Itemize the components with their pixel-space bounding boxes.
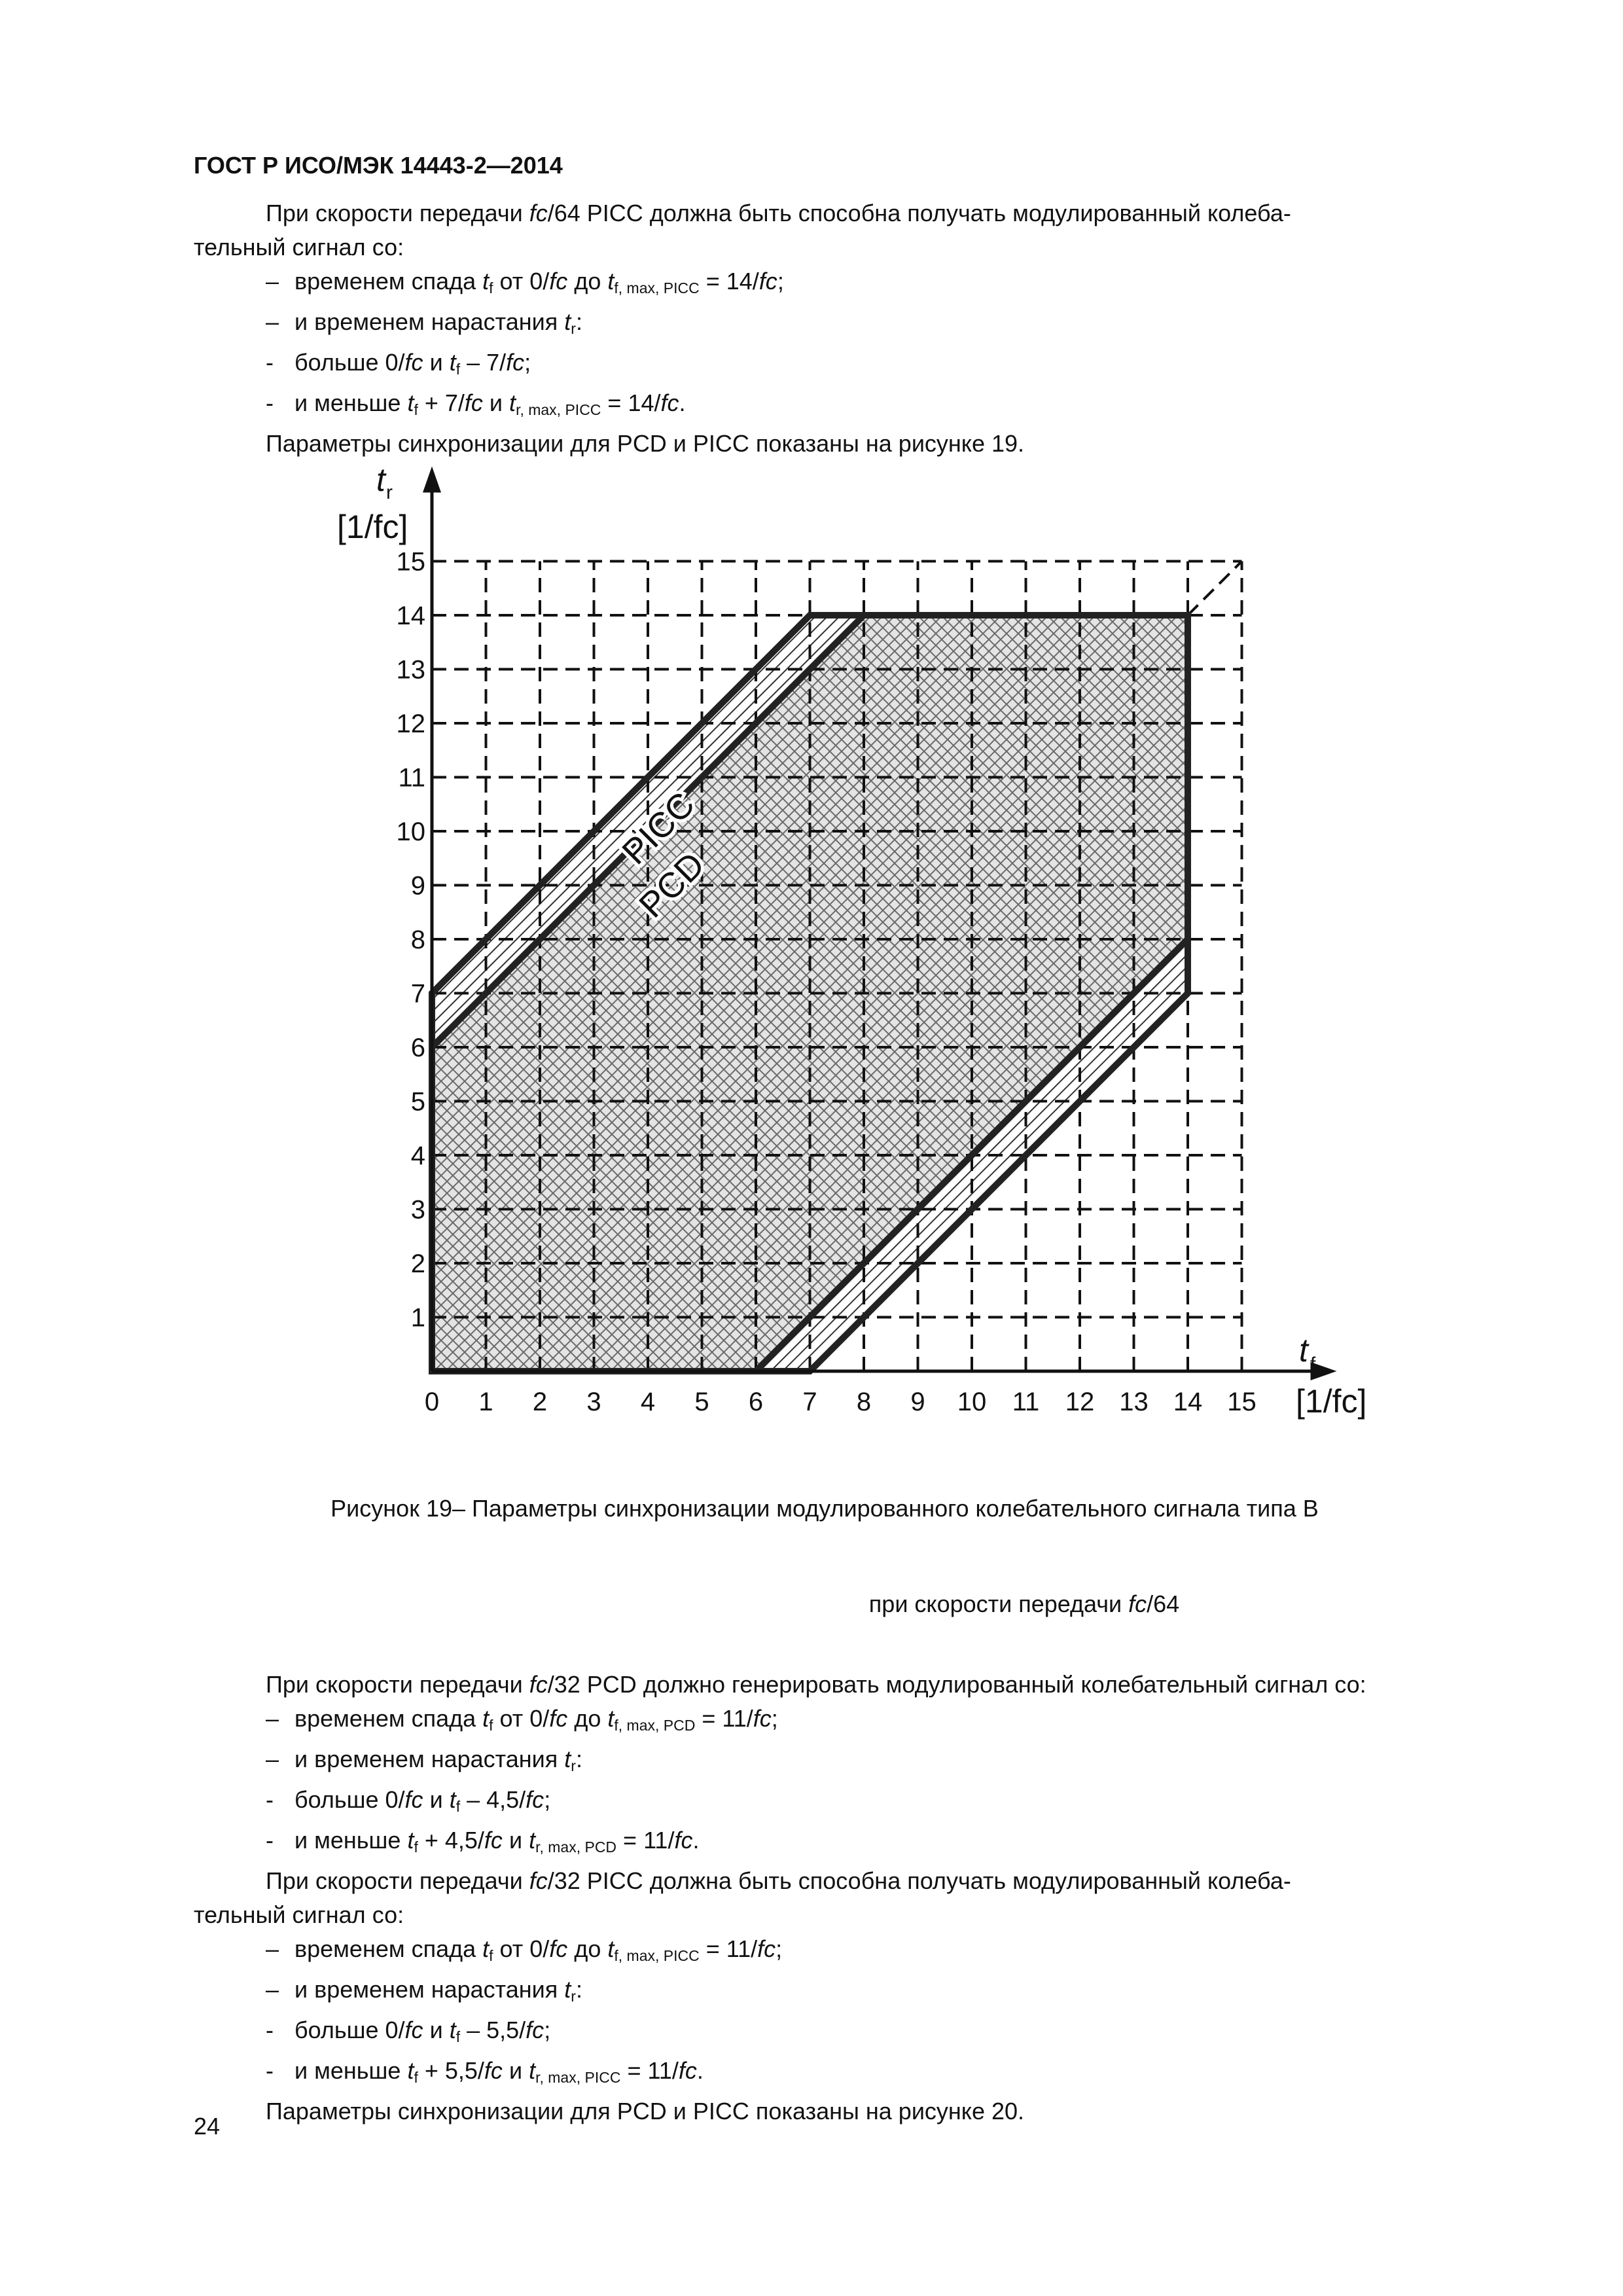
fc-symbol: fc — [464, 389, 483, 416]
subscript: r, max, PICC — [535, 2069, 621, 2086]
x-tick-label: 6 — [748, 1388, 764, 1416]
x-tick-label: 2 — [532, 1388, 548, 1416]
bullet: – — [266, 268, 279, 295]
paragraph-line — [194, 196, 1522, 230]
x-tick-label: 3 — [586, 1388, 601, 1416]
figure-caption-line2 — [0, 1590, 1623, 1618]
bullet: - — [266, 2057, 274, 2084]
x-tick-label: 5 — [694, 1388, 709, 1416]
y-tick-label: 5 — [410, 1087, 425, 1117]
figure-reference: Параметры синхронизации для PCD и PICC показаны на рисунке 19. — [266, 430, 1025, 457]
text: больше 0/ — [294, 1786, 405, 1813]
text-fragment — [266, 196, 1291, 230]
text: . — [696, 2057, 704, 2084]
subscript: r — [571, 1988, 576, 2005]
pcd-label: PCD — [632, 844, 713, 925]
paragraph-line: тельный сигнал со: — [194, 1901, 404, 1928]
bullet: - — [266, 1786, 274, 1813]
y-axis-subscript: r — [386, 482, 393, 503]
text: от 0/ — [493, 268, 550, 295]
symbol: t — [607, 1935, 615, 1962]
diagonal-dashed-line — [1188, 562, 1242, 616]
text: временем спада — [294, 268, 483, 295]
y-tick-label: 2 — [410, 1249, 425, 1278]
fc-symbol: fc — [526, 2017, 544, 2043]
text: и меньше — [294, 1827, 408, 1854]
y-tick-label: 7 — [410, 979, 425, 1009]
list-item — [194, 1823, 1522, 1864]
list-item — [194, 305, 1522, 346]
text: При скорости передачи — [266, 200, 529, 226]
fc-symbol: fc — [529, 1671, 548, 1698]
text: больше 0/ — [294, 349, 405, 376]
symbol: t — [449, 2017, 456, 2043]
text: /64 — [1147, 1590, 1180, 1617]
page-number: 24 — [194, 2113, 221, 2140]
bullet: – — [266, 1935, 279, 1962]
fc-symbol: fc — [404, 2017, 423, 2043]
bullet: - — [266, 1827, 274, 1854]
text: и — [502, 2057, 529, 2084]
y-axis-symbol: t — [376, 461, 385, 498]
text: от 0/ — [493, 1705, 550, 1732]
paragraph-line — [194, 1668, 1522, 1702]
list-item — [194, 386, 1522, 427]
list-item — [194, 2054, 1522, 2094]
subscript: f — [455, 361, 461, 378]
picc-label: PICC — [615, 784, 702, 872]
x-axis-unit: [1/fc] — [1296, 1383, 1367, 1420]
bullet: - — [266, 349, 274, 376]
text: = 11/ — [699, 1935, 758, 1962]
y-tick-label: 8 — [410, 925, 425, 954]
x-tick-label: 1 — [478, 1388, 493, 1416]
text: ; — [771, 1705, 778, 1732]
symbol: t — [564, 1746, 571, 1772]
fc-symbol: fc — [404, 349, 423, 376]
fc-symbol: fc — [484, 1827, 503, 1854]
text: временем спада — [294, 1705, 483, 1732]
symbol: t — [607, 1705, 615, 1732]
bullet: - — [266, 2017, 274, 2043]
list-item — [194, 1973, 1522, 2013]
text: : — [575, 1746, 582, 1772]
text: и временем нарастания — [294, 1976, 565, 2003]
fc-symbol: fc — [484, 2057, 503, 2084]
fc-symbol: fc — [753, 1705, 772, 1732]
y-tick-label: 9 — [410, 871, 425, 901]
paragraph-fc32-pcd — [194, 1668, 1522, 2128]
list-item — [194, 2013, 1522, 2054]
fc-symbol: fc — [529, 200, 548, 226]
list-item — [194, 1932, 1522, 1973]
symbol: t — [529, 2057, 536, 2084]
x-tick-label: 0 — [424, 1388, 440, 1416]
subscript: f — [414, 401, 418, 418]
text: = 11/ — [616, 1827, 675, 1854]
x-tick-label: 9 — [910, 1388, 925, 1416]
subscript: f — [414, 1839, 418, 1856]
symbol: t — [482, 268, 490, 295]
figure-reference: Параметры синхронизации для PCD и PICC показаны на рисунке 20. — [266, 2098, 1025, 2125]
symbol: t — [449, 349, 456, 376]
fc-symbol: fc — [404, 1786, 423, 1813]
x-tick-label: 15 — [1227, 1388, 1257, 1416]
subscript: f — [489, 1947, 493, 1964]
list-item — [194, 264, 1522, 305]
text: ; — [524, 349, 531, 376]
y-tick-label: 10 — [396, 817, 425, 846]
symbol: t — [407, 1827, 414, 1854]
y-tick-label: 13 — [396, 655, 425, 685]
timing-chart — [288, 445, 1414, 1460]
text: – 5,5/ — [460, 2017, 526, 2043]
text: : — [575, 1976, 582, 2003]
fc-symbol: fc — [1128, 1590, 1147, 1617]
y-tick-label: 6 — [410, 1033, 425, 1062]
subscript: f — [489, 1717, 493, 1734]
text: ; — [777, 268, 784, 295]
text: ; — [544, 2017, 551, 2043]
symbol: t — [407, 389, 414, 416]
y-axis-arrow-icon — [423, 467, 441, 493]
text: временем спада — [294, 1935, 483, 1962]
text: + 4,5/ — [418, 1827, 484, 1854]
x-tick-label: 12 — [1065, 1388, 1095, 1416]
text: /64 PICC должна быть способна получать модулированный колеба- — [547, 200, 1291, 226]
text: /32 PICC должна быть способна получать модулированный колеба- — [547, 1867, 1291, 1894]
text: : — [575, 308, 582, 335]
x-axis-symbol: t — [1299, 1332, 1308, 1369]
text: до — [567, 268, 608, 295]
y-tick-label: 3 — [410, 1195, 425, 1225]
fc-symbol: fc — [757, 1935, 776, 1962]
symbol: t — [449, 1786, 456, 1813]
fc-symbol: fc — [529, 1867, 548, 1894]
text: = 14/ — [699, 268, 759, 295]
text: . — [679, 389, 686, 416]
symbol: t — [482, 1935, 490, 1962]
list-item — [194, 1783, 1522, 1823]
bullet: - — [266, 389, 274, 416]
bullet: – — [266, 1705, 279, 1732]
y-tick-label: 12 — [396, 709, 425, 738]
fc-symbol: fc — [549, 1705, 568, 1732]
y-tick-label: 11 — [398, 763, 425, 793]
y-tick-label: 14 — [396, 601, 425, 630]
x-axis-subscript: f — [1310, 1354, 1316, 1375]
fc-symbol: fc — [678, 2057, 697, 2084]
x-tick-label: 4 — [640, 1388, 656, 1416]
fc-symbol: fc — [758, 268, 777, 295]
x-tick-label: 11 — [1012, 1388, 1040, 1416]
subscript: f, max, PCD — [614, 1717, 696, 1734]
text: ; — [544, 1786, 551, 1813]
fc-symbol: fc — [506, 349, 525, 376]
x-tick-label: 14 — [1173, 1388, 1203, 1416]
text: до — [567, 1705, 608, 1732]
text: = 14/ — [601, 389, 661, 416]
subscript: f — [455, 1798, 461, 1815]
text-fragment — [266, 1864, 1291, 1898]
text: от 0/ — [493, 1935, 550, 1962]
symbol: t — [509, 389, 516, 416]
subscript: f, max, PICC — [614, 279, 700, 296]
text: и — [502, 1827, 529, 1854]
text: – 7/ — [460, 349, 507, 376]
text: и — [423, 349, 450, 376]
bullet: – — [266, 308, 279, 335]
text: и меньше — [294, 2057, 408, 2084]
y-tick-label: 15 — [396, 547, 425, 577]
subscript: f — [489, 279, 493, 296]
list-item — [194, 346, 1522, 386]
text: и меньше — [294, 389, 408, 416]
paragraph-line — [194, 1864, 1522, 1898]
x-tick-label: 8 — [856, 1388, 872, 1416]
text: + 7/ — [418, 389, 465, 416]
subscript: r, max, PICC — [516, 401, 601, 418]
text: при скорости передачи — [868, 1590, 1129, 1617]
text: ; — [776, 1935, 783, 1962]
text: и временем нарастания — [294, 1746, 565, 1772]
subscript: r — [571, 1757, 576, 1774]
x-tick-label: 7 — [802, 1388, 817, 1416]
fc-symbol: fc — [674, 1827, 693, 1854]
bullet: – — [266, 1746, 279, 1772]
symbol: t — [564, 1976, 571, 2003]
y-tick-label: 1 — [410, 1303, 425, 1333]
text: и временем нарастания — [294, 308, 565, 335]
fc-symbol: fc — [549, 268, 568, 295]
y-tick-label: 4 — [410, 1141, 425, 1170]
x-tick-label: 13 — [1119, 1388, 1149, 1416]
symbol: t — [529, 1827, 536, 1854]
subscript: f — [414, 2069, 418, 2086]
text: При скорости передачи — [266, 1867, 529, 1894]
paragraph-line: тельный сигнал со: — [194, 234, 404, 260]
text: /32 PCD должно генерировать модулированный колебательный сигнал со: — [547, 1671, 1366, 1698]
subscript: r, max, PCD — [535, 1839, 617, 1856]
symbol: t — [407, 2057, 414, 2084]
bullet: – — [266, 1976, 279, 2003]
document-header: ГОСТ Р ИСО/МЭК 14443-2—2014 — [194, 152, 563, 179]
text: больше 0/ — [294, 2017, 405, 2043]
subscript: f — [455, 2028, 461, 2045]
x-tick-label: 10 — [957, 1388, 987, 1416]
text: = 11/ — [695, 1705, 753, 1732]
symbol: t — [482, 1705, 490, 1732]
text: . — [692, 1827, 700, 1854]
list-item — [194, 1702, 1522, 1742]
text: и — [423, 1786, 450, 1813]
figure-caption: Рисунок 19– Параметры синхронизации модулированного колебательного сигнала типа В — [330, 1495, 1319, 1522]
text: и — [482, 389, 510, 416]
symbol: t — [564, 308, 571, 335]
fc-symbol: fc — [549, 1935, 568, 1962]
fc-symbol: fc — [660, 389, 679, 416]
paragraph-fc64-picc — [194, 196, 1522, 461]
subscript: r — [571, 320, 576, 337]
text: – 4,5/ — [460, 1786, 526, 1813]
y-axis-unit: [1/fc] — [337, 509, 408, 545]
fc-symbol: fc — [526, 1786, 544, 1813]
text: При скорости передачи — [266, 1671, 529, 1698]
text: = 11/ — [620, 2057, 679, 2084]
text: до — [567, 1935, 608, 1962]
text: + 5,5/ — [418, 2057, 484, 2084]
text: и — [423, 2017, 450, 2043]
list-item — [194, 1742, 1522, 1783]
symbol: t — [607, 268, 615, 295]
subscript: f, max, PICC — [614, 1947, 700, 1964]
